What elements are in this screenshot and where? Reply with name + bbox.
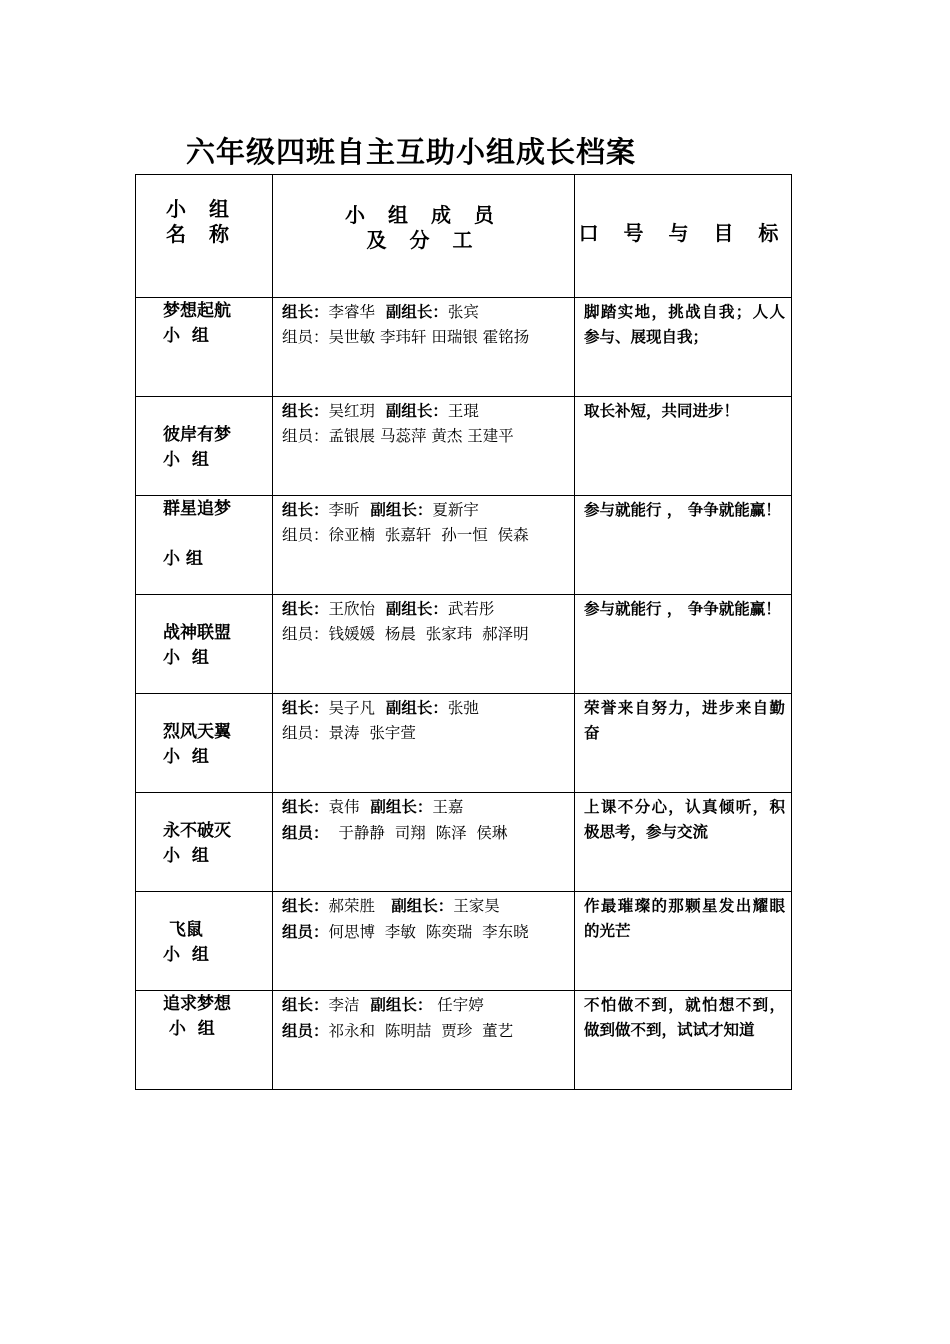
members-names: 钱媛媛 杨晨 张家玮 郝泽明 [328, 625, 529, 643]
leader-line [282, 398, 574, 424]
leader-name: 吴子凡 [328, 699, 376, 717]
members-label: 组员： [282, 724, 329, 742]
group-slogan: 不怕做不到，就怕想不到，做到做不到，试试才知道 [584, 995, 785, 1039]
group-name-cell [136, 496, 273, 595]
group-name-line: 战神联盟 [163, 623, 231, 643]
deputy-label: 副组长： [375, 896, 454, 915]
group-slogan-cell [575, 595, 792, 694]
members-label: 组员： [282, 526, 329, 544]
members-names: 吴世敏 李玮轩 田瑞银 霍铭扬 [328, 328, 530, 346]
group-name-line: 彼岸有梦 [163, 425, 231, 445]
group-archive-table [135, 174, 792, 1090]
group-slogan-cell [575, 793, 792, 892]
group-name-line: 小 组 [163, 846, 209, 866]
group-slogan: 脚踏实地，挑战自我；人人参与、展现自我； [584, 302, 785, 346]
table-row [136, 397, 792, 496]
leader-label: 组长： [282, 500, 329, 519]
group-members-cell [273, 397, 575, 496]
leader-name: 吴红玥 [328, 402, 376, 420]
leader-label: 组长： [282, 302, 329, 321]
group-name-cell [136, 991, 273, 1090]
deputy-label: 副组长： [375, 401, 448, 420]
deputy-label: 副组长： [359, 500, 433, 519]
members-names: 祁永和 陈明喆 贾珍 董艺 [328, 1022, 514, 1040]
group-members-cell [273, 298, 575, 397]
group-name-line: 小 组 [163, 326, 209, 346]
members-line [282, 523, 574, 548]
table-row [136, 892, 792, 991]
leader-label: 组长： [282, 896, 329, 915]
leader-name: 袁伟 [328, 798, 360, 816]
header-members-line1: 小 组 成 员 [345, 203, 502, 227]
members-label: 组员： [282, 823, 329, 842]
leader-name: 李昕 [328, 501, 360, 519]
leader-name: 李睿华 [328, 303, 376, 321]
group-slogan-cell [575, 496, 792, 595]
members-line [282, 325, 574, 350]
members-label: 组员： [282, 922, 329, 941]
group-slogan-cell [575, 991, 792, 1090]
members-line [282, 1018, 574, 1044]
group-name-line [163, 596, 272, 621]
members-names: 何思博 李敏 陈奕瑞 李东晓 [328, 923, 529, 941]
leader-label: 组长： [282, 401, 329, 420]
group-members-cell [273, 595, 575, 694]
group-members-cell [273, 793, 575, 892]
group-slogan-cell [575, 298, 792, 397]
leader-line [282, 794, 574, 820]
deputy-label: 副组长： [375, 698, 448, 717]
deputy-name: 王家昊 [453, 897, 500, 915]
deputy-label: 副组长： [375, 599, 448, 618]
group-name-line: 小 组 [163, 1019, 215, 1039]
group-name-line: 小 组 [163, 747, 209, 767]
header-slogan-text: 口 号 与 目 标 [578, 221, 788, 245]
group-slogan: 荣誉来自努力，进步来自勤奋 [584, 698, 785, 742]
leader-line [282, 992, 574, 1018]
group-name-cell [136, 694, 273, 793]
group-name-line [163, 398, 272, 423]
members-label: 组员： [282, 1021, 329, 1040]
group-name-cell [136, 397, 273, 496]
members-line [282, 721, 574, 746]
table-row [136, 298, 792, 397]
leader-name: 王欣怡 [328, 600, 376, 618]
group-name-line [163, 522, 272, 547]
table-row [136, 991, 792, 1090]
table-row [136, 793, 792, 892]
leader-label: 组长： [282, 797, 329, 816]
members-names: 于静静 司翔 陈泽 侯琳 [328, 824, 508, 842]
group-slogan: 作最璀璨的那颗星发出耀眼的光芒 [584, 896, 785, 940]
group-name-line: 烈风天翼 [163, 722, 231, 742]
table-row [136, 496, 792, 595]
group-name-line: 小 组 [163, 945, 209, 965]
group-name-line: 小 组 [163, 450, 209, 470]
group-name-line: 飞鼠 [163, 920, 203, 940]
members-names: 景涛 张宇萱 [328, 724, 416, 742]
table-header-row [136, 175, 792, 298]
group-name-line: 群星追梦 [163, 499, 231, 519]
deputy-name: 王嘉 [432, 798, 464, 816]
group-name-line: 小 组 [163, 549, 203, 569]
group-slogan: 参与就能行 ， 争争就能赢！ [584, 599, 781, 618]
members-line [282, 622, 574, 647]
group-slogan: 取长补短，共同进步！ [584, 401, 740, 420]
deputy-label: 副组长： [375, 302, 448, 321]
group-members-cell [273, 496, 575, 595]
group-slogan-cell [575, 397, 792, 496]
group-name-line: 梦想起航 [163, 301, 231, 321]
header-name-line2: 名 称 [166, 222, 237, 246]
deputy-label: 副组长： [359, 797, 433, 816]
group-name-cell [136, 793, 273, 892]
group-name-cell [136, 298, 273, 397]
table-row [136, 694, 792, 793]
leader-name: 李洁 [328, 996, 360, 1014]
group-name-line: 追求梦想 [163, 994, 231, 1014]
header-slogan [575, 175, 792, 298]
leader-line [282, 695, 574, 721]
leader-line [282, 299, 574, 325]
leader-name: 郝荣胜 [328, 897, 376, 915]
deputy-name: 王琨 [447, 402, 479, 420]
members-label: 组员： [282, 427, 329, 445]
group-members-cell [273, 694, 575, 793]
deputy-name: 夏新宇 [432, 501, 479, 519]
group-slogan: 参与就能行 ， 争争就能赢！ [584, 500, 781, 519]
leader-label: 组长： [282, 698, 329, 717]
members-names: 孟银展 马蕊萍 黄杰 王建平 [328, 427, 514, 445]
group-name-line [163, 893, 272, 918]
group-name-line [163, 695, 272, 720]
members-names: 徐亚楠 张嘉轩 孙一恒 侯森 [328, 526, 529, 544]
group-slogan: 上课不分心，认真倾听，积极思考，参与交流 [584, 797, 785, 841]
leader-line [282, 893, 574, 919]
group-name-cell [136, 595, 273, 694]
deputy-name: 任宇婷 [432, 996, 484, 1014]
group-name-cell [136, 892, 273, 991]
header-name-line1: 小 组 [166, 197, 237, 221]
members-line [282, 820, 574, 846]
deputy-name: 武若彤 [447, 600, 495, 618]
group-slogan-cell [575, 892, 792, 991]
group-name-line: 永不破灭 [163, 821, 231, 841]
members-line [282, 424, 574, 449]
members-label: 组员： [282, 328, 329, 346]
header-group-name [136, 175, 273, 298]
leader-label: 组长： [282, 599, 329, 618]
deputy-label: 副组长： [359, 995, 433, 1014]
members-line [282, 919, 574, 945]
leader-line [282, 596, 574, 622]
table-row [136, 595, 792, 694]
group-members-cell [273, 991, 575, 1090]
members-label: 组员： [282, 625, 329, 643]
header-members-line2: 及 分 工 [366, 228, 481, 252]
leader-line [282, 497, 574, 523]
header-members [273, 175, 575, 298]
leader-label: 组长： [282, 995, 329, 1014]
deputy-name: 张宾 [447, 303, 479, 321]
group-slogan-cell [575, 694, 792, 793]
group-name-line [163, 794, 272, 819]
page-title: 六年级四班自主互助小组成长档案 [186, 135, 637, 169]
group-name-line: 小 组 [163, 648, 209, 668]
deputy-name: 张弛 [447, 699, 479, 717]
group-members-cell [273, 892, 575, 991]
